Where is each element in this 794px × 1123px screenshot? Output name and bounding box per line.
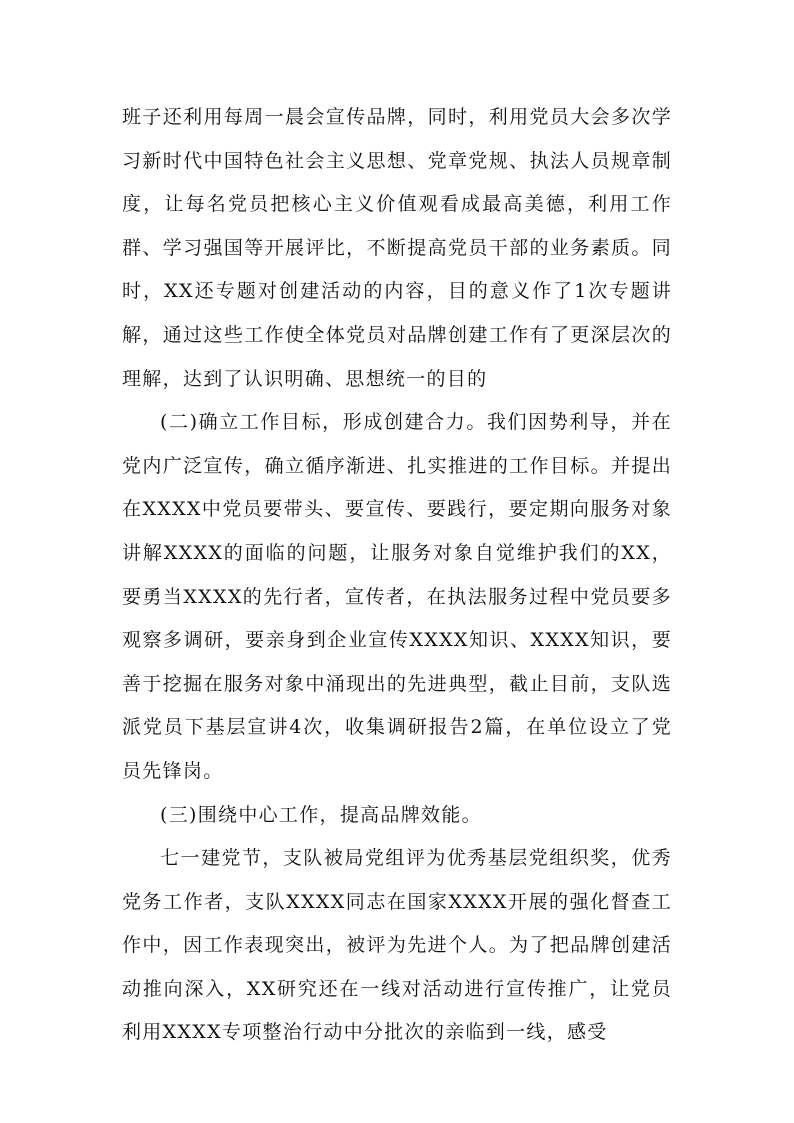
document-body — [122, 96, 672, 1055]
paragraph-2: (二)确立工作目标，形成创建合力。我们因势利导，并在党内广泛宣传，确立循序渐进、扎实推进的工作目标。并提出在XXXX中党员要带头、要宣传、要践行，要定期向服务对象讲解XXXX的面临的问题，让服务对象自觉维护我们的XX，要勇当XXXX的先行者，宣传者，在执法服务过程中党员要多观察多调研，要亲身到企业宣传XXXX知识、XXXX知识，要善于挖掘在服务对象中涌现出的先进典型，截止目前，支队选派党员下基层宣讲4次，收集调研报告2篇，在单位设立了党员先锋岗。 — [122, 411, 672, 782]
paragraph-3-heading: (三)围绕中心工作，提高品牌效能。 — [160, 803, 482, 826]
paragraph-4: 七一建党节，支队被局党组评为优秀基层党组织奖，优秀党务工作者，支队XXXX同志在国家XXXX开展的强化督查工作中，因工作表现突出，被评为先进个人。为了把品牌创建活动推向深入，XX研究还在一线对活动进行宣传推广，让党员利用XXXX专项整治行动中分批次的亲临到一线，感受 — [122, 847, 672, 1044]
paragraph-1: 班子还利用每周一晨会宣传品牌，同时，利用党员大会多次学习新时代中国特色社会主义思想、党章党规、执法人员规章制度，让每名党员把核心主义价值观看成最高美德，利用工作群、学习强国等开展评比，不断提高党员干部的业务素质。同时，XX还专题对创建活动的内容，目的意义作了1次专题讲解，通过这些工作使全体党员对品牌创建工作有了更深层次的理解，达到了认识明确、思想统一的目的 — [122, 106, 672, 390]
